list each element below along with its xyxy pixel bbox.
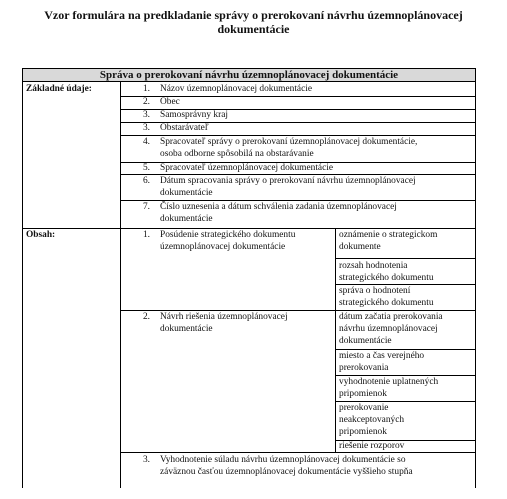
- sub-item: dokumentácie: [339, 336, 392, 346]
- item-region: Samosprávny kraj: [160, 110, 228, 120]
- column-divider-sub: [335, 229, 336, 453]
- table-header: Správa o prerokovaní návrhu územnoplánovacej dokumentácie: [22, 68, 476, 82]
- sub-item: strategického dokumentu: [339, 273, 434, 283]
- sub-row-divider: [335, 375, 476, 376]
- sub-item: prerokovanie: [339, 403, 389, 413]
- sub-item: pripomienok: [339, 389, 387, 399]
- item-resolution-cont: dokumentácie: [160, 214, 213, 224]
- item-number: 2.: [142, 97, 150, 107]
- section-sea-cont: územnoplánovacej dokumentácie: [160, 242, 286, 252]
- section-number: 1.: [142, 230, 150, 240]
- section-compliance: Vyhodnotenie súladu návrhu územnoplánovacej dokumentácie so: [160, 455, 406, 465]
- section-sea: Posúdenie strategického dokumentu: [160, 230, 296, 240]
- item-name: Názov územnoplánovacej dokumentácie: [160, 84, 313, 94]
- section-number: 2.: [142, 312, 150, 322]
- sub-row-divider: [335, 401, 476, 402]
- title-line-2: dokumentácie: [217, 22, 290, 36]
- item-number: 6.: [142, 176, 150, 186]
- sub-item: neakceptovaných: [339, 415, 405, 425]
- item-report-date-cont: dokumentácie: [160, 188, 213, 198]
- section-number: 3.: [142, 455, 150, 465]
- row-divider: [120, 452, 476, 453]
- item-resolution: Číslo uznesenia a dátum schválenia zadania územnoplánovacej: [160, 202, 397, 212]
- item-number: 3.: [142, 110, 150, 120]
- column-divider-left: [120, 82, 121, 488]
- item-report-author-cont: osoba odborne spôsobilá na obstarávanie: [160, 149, 314, 159]
- sub-item: správa o hodnotení: [339, 286, 411, 296]
- sub-item: návrhu územnoplánovacej: [339, 324, 438, 334]
- sub-item: dokumente: [339, 242, 381, 252]
- section-proposal: Návrh riešenia územnoplánovacej: [160, 312, 288, 322]
- item-number: 1.: [142, 84, 150, 94]
- sub-item: dátum začatia prerokovania: [339, 312, 443, 322]
- row-divider: [120, 200, 476, 201]
- section-proposal-cont: dokumentácie: [160, 324, 213, 334]
- item-number: 4.: [142, 137, 150, 147]
- section-divider: [22, 228, 476, 229]
- sub-row-divider: [335, 258, 476, 259]
- item-procurer: Obstarávateľ: [160, 123, 209, 133]
- item-number: 7.: [142, 202, 150, 212]
- sub-item: rozsah hodnotenia: [339, 261, 408, 271]
- document-title: [0, 8, 507, 36]
- sub-item: riešenie rozporov: [339, 441, 405, 451]
- basic-data-label: Základné údaje:: [26, 84, 92, 94]
- sub-item: strategického dokumentu: [339, 298, 434, 308]
- item-number: 3.: [142, 123, 150, 133]
- sub-item: pripomienok: [339, 427, 387, 437]
- sub-item: prerokovania: [339, 363, 389, 373]
- item-doc-author: Spracovateľ územnoplánovacej dokumentácie: [160, 163, 334, 173]
- item-number: 5.: [142, 163, 150, 173]
- item-report-date: Dátum spracovania správy o prerokovaní návrhu územnoplánovacej: [160, 176, 416, 186]
- item-report-author: Spracovateľ správy o prerokovaní územnoplánovacej dokumentácie,: [160, 137, 418, 147]
- row-divider: [120, 310, 476, 311]
- sub-item: miesto a čas verejného: [339, 351, 425, 361]
- section-compliance-cont: záväznou časťou územnoplánovacej dokumentácie vyššieho stupňa: [160, 467, 413, 477]
- row-divider: [120, 135, 476, 136]
- sub-row-divider: [335, 349, 476, 350]
- sub-item: oznámenie o strategickom: [339, 230, 438, 240]
- title-line-1: Vzor formulára na predkladanie správy o prerokovaní návrhu územnoplánovacej: [44, 8, 463, 22]
- item-municipality: Obec: [160, 97, 180, 107]
- sub-item: vyhodnotenie uplatnených: [339, 377, 439, 387]
- content-label: Obsah:: [26, 230, 56, 240]
